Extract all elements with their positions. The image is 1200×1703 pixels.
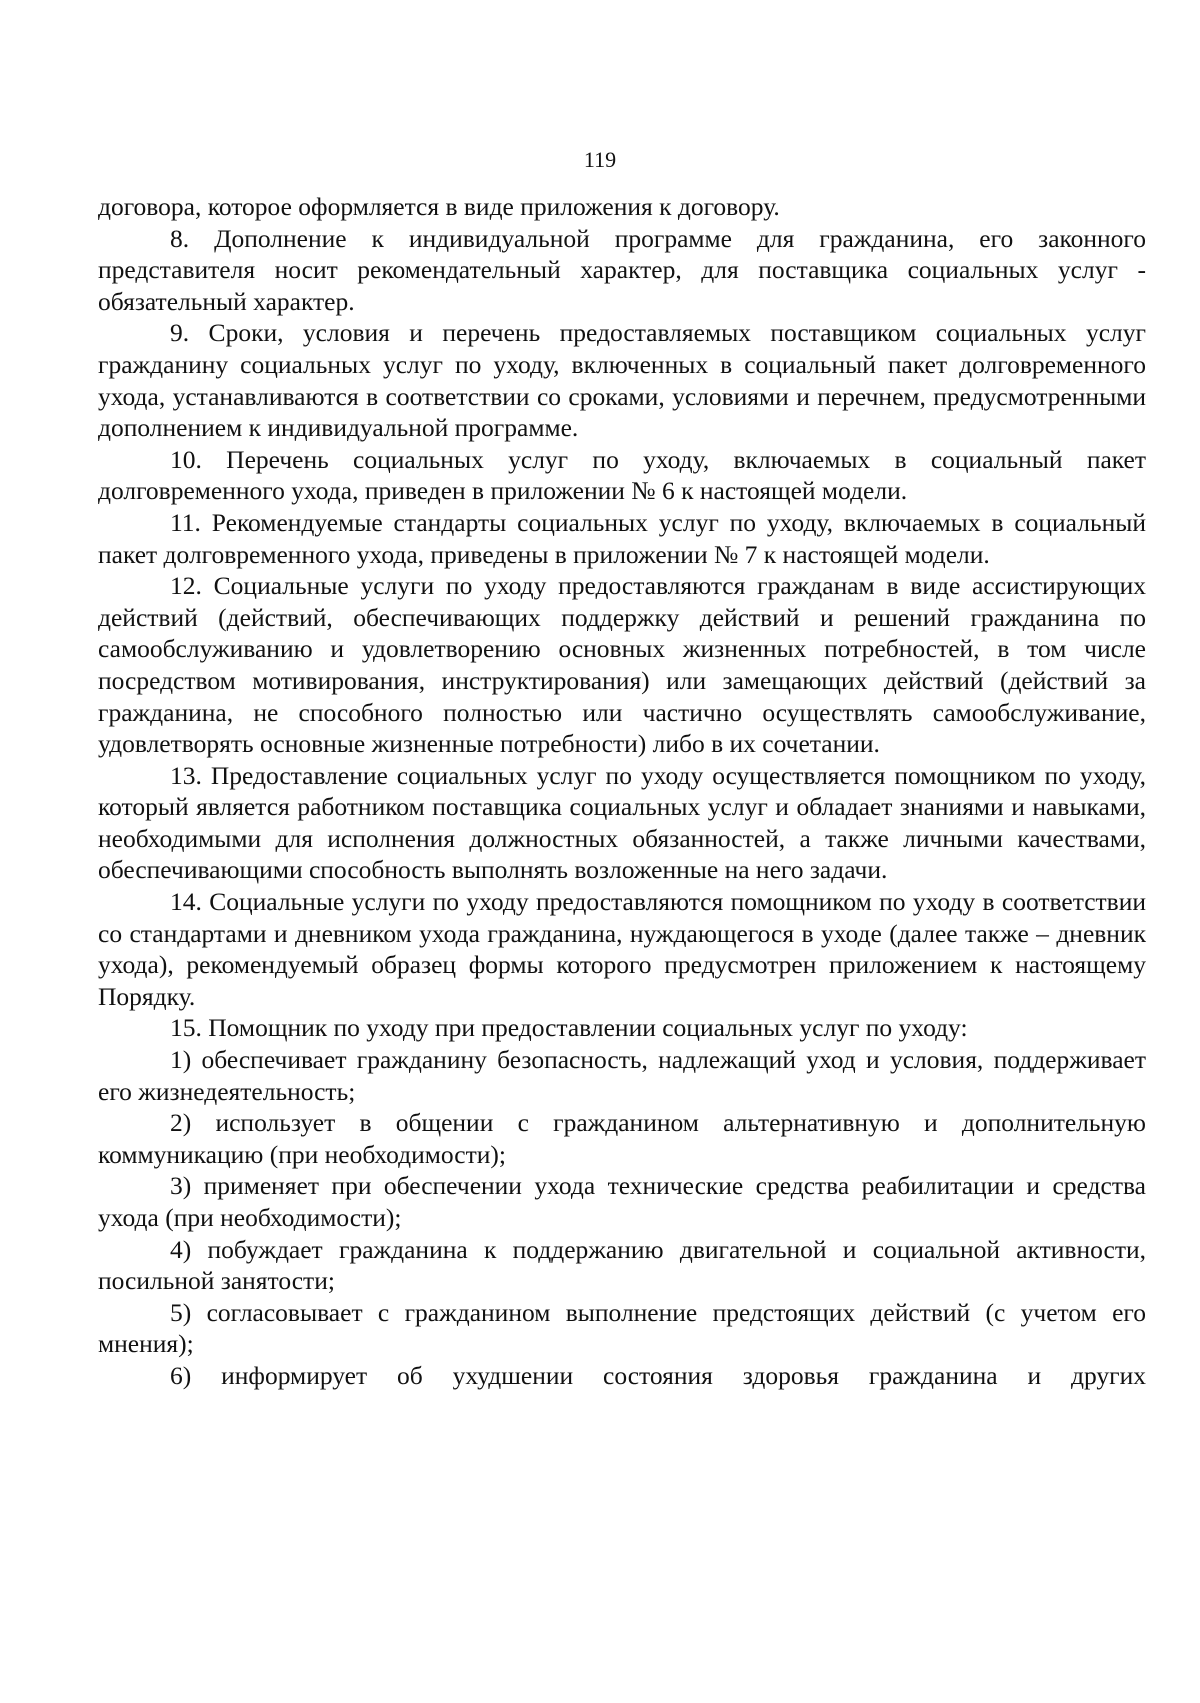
list-item-2: 2) использует в общении с гражданином альтернативную и дополнительную коммуникацию (при необходимости); (98, 1108, 1146, 1169)
list-item-1: 1) обеспечивает гражданину безопасность, надлежащий уход и условия, поддерживает его жизнедеятельность; (98, 1045, 1146, 1106)
paragraph-item-13: 13. Предоставление социальных услуг по уходу осуществляется помощником по уходу, который является работником поставщика социальных услуг и обладает знаниями и навыками, необходимыми для исполнения должностных обязанностей, а также личными качествами, обеспечивающими способность выполнять возложенные на него задачи. (98, 760, 1146, 885)
paragraph-item-14: 14. Социальные услуги по уходу предоставляются помощником по уходу в соответствии со стандартами и дневником ухода гражданина, нуждающегося в уходе (далее также – дневник ухода), рекомендуемый образец формы которого предусмотрен приложением к настоящему Порядку. (98, 887, 1146, 1011)
page-number: 119 (583, 147, 617, 172)
paragraph-continuation: договора, которое оформляется в виде приложения к договору. (98, 192, 780, 221)
list-item-3: 3) применяет при обеспечении ухода технические средства реабилитации и средства ухода (при необходимости); (98, 1171, 1146, 1232)
paragraph-item-12: 12. Социальные услуги по уходу предоставляются гражданам в виде ассистирующих действий (действий, обеспечивающих поддержку действий и решений гражданина по самообслуживанию и удовлетворению основных жизненных потребностей, в том числе посредством мотивирования, инструктирования) или замещающих действий (действий за гражданина, не способного полностью или частично осуществлять самообслуживание, удовлетворять основные жизненные потребности) либо в их сочетании. (98, 571, 1146, 759)
list-item-6: 6) информирует об ухудшении состояния здоровья гражданина и других (170, 1360, 1146, 1390)
paragraph-item-11: 11. Рекомендуемые стандарты социальных услуг по уходу, включаемых в социальный пакет долговременного ухода, приведены в приложении № 7 к настоящей модели. (98, 507, 1146, 569)
paragraph-item-8: 8. Дополнение к индивидуальной программе для гражданина, его законного представителя носит рекомендательный характер, для поставщика социальных услуг - обязательный характер. (98, 223, 1146, 316)
list-item-4: 4) побуждает гражданина к поддержанию двигательной и социальной активности, посильной занятости; (98, 1234, 1146, 1296)
paragraph-item-10: 10. Перечень социальных услуг по уходу, включаемых в социальный пакет долговременного ухода, приведен в приложении № 6 к настоящей модели. (98, 444, 1146, 506)
paragraph-item-15: 15. Помощник по уходу при предоставлении социальных услуг по уходу: (170, 1013, 968, 1043)
document-body (98, 191, 1146, 1392)
list-item-5: 5) согласовывает с гражданином выполнение предстоящих действий (с учетом его мнения); (98, 1297, 1146, 1359)
paragraph-item-9: 9. Сроки, условия и перечень предоставляемых поставщиком социальных услуг гражданину социальных услуг по уходу, включенных в социальный пакет долговременного ухода, устанавливаются в соответствии со сроками, условиями и перечнем, предусмотренными дополнением к индивидуальной программе. (98, 318, 1146, 443)
